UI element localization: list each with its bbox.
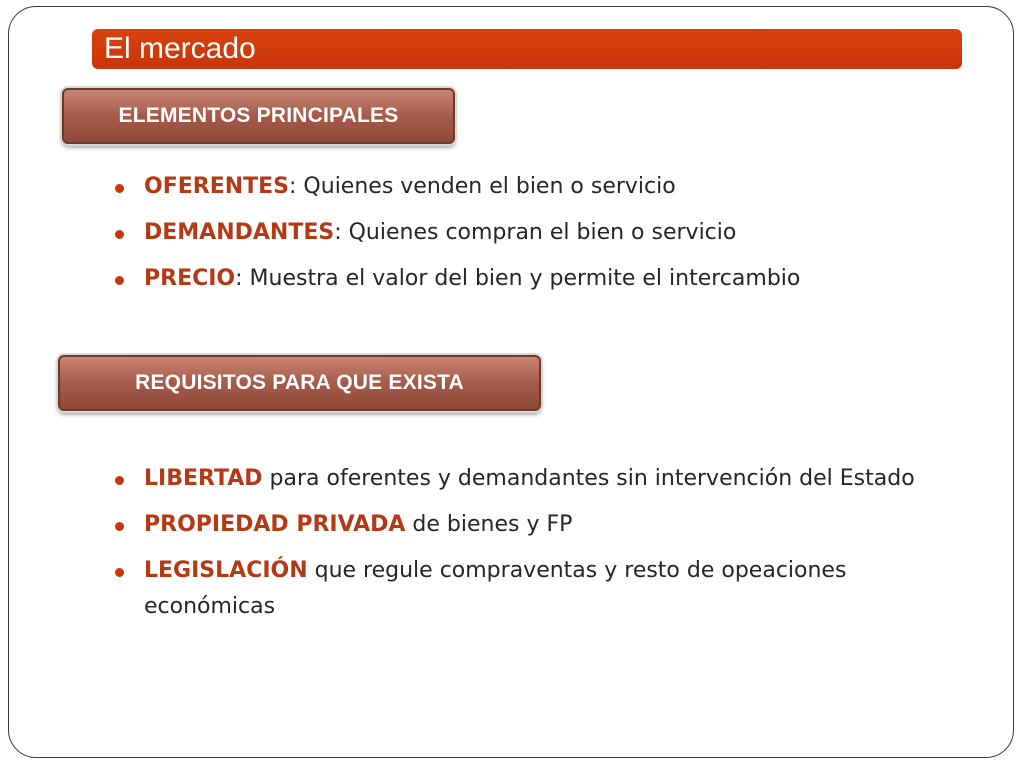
requisitos-list [115,461,935,635]
bullet-icon [115,476,124,485]
item-term: LIBERTAD [144,466,263,491]
bullet-icon [115,522,124,531]
item-term: OFERENTES [144,174,290,199]
item-text: de bienes y FP [405,512,573,537]
item-term: PRECIO [144,266,236,291]
item-text: que regule compraventas y resto de opeaciones económicas [144,558,847,619]
item-term: PROPIEDAD PRIVADA [144,512,406,537]
bullet-icon [115,184,124,193]
section-heading-requisitos [58,355,541,411]
title-bar [92,29,962,69]
slide-title: El mercado [104,32,256,65]
section-heading-label: REQUISITOS PARA QUE EXISTA [135,371,464,394]
list-item [115,507,935,543]
item-term: DEMANDANTES [144,220,335,245]
item-text: para oferentes y demandantes sin intervención del Estado [262,466,915,491]
list-item [115,261,935,297]
list-item [115,215,935,251]
item-text: : Quienes compran el bien o servicio [334,220,737,245]
item-text: : Quienes venden el bien o servicio [289,174,676,199]
item-term: LEGISLACIÓN [144,558,308,583]
list-item [115,169,935,205]
bullet-icon [115,276,124,285]
item-text: : Muestra el valor del bien y permite el intercambio [235,266,801,291]
elementos-list [115,169,935,307]
section-heading-label: ELEMENTOS PRINCIPALES [118,104,399,127]
list-item [115,461,935,497]
section-heading-elementos [62,88,455,144]
bullet-icon [115,230,124,239]
list-item [115,553,935,625]
bullet-icon [115,568,124,577]
